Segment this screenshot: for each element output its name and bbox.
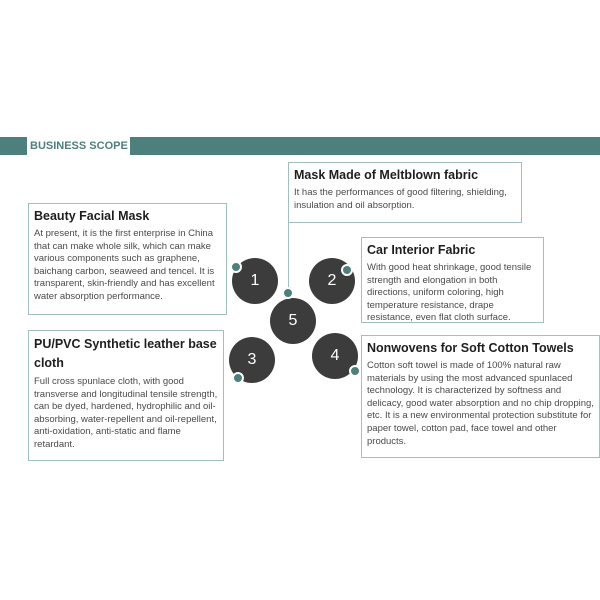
banner-right-bar <box>130 137 600 155</box>
card-title: PU/PVC Synthetic leather base cloth <box>34 337 217 370</box>
accent-dot-5 <box>282 287 294 299</box>
banner-left-bar <box>0 137 27 155</box>
connector-line <box>288 222 289 292</box>
card-title: Mask Made of Meltblown fabric <box>294 168 479 182</box>
circle-5: 5 <box>270 298 316 344</box>
circle-1: 1 <box>232 258 278 304</box>
card-title: Car Interior Fabric <box>367 243 476 257</box>
accent-dot-4 <box>349 365 361 377</box>
card-soft-cotton-towels <box>361 335 600 458</box>
card-car-interior-fabric <box>361 237 544 323</box>
card-beauty-facial-mask <box>28 203 227 315</box>
card-title: Nonwovens for Soft Cotton Towels <box>367 341 574 355</box>
circle-2: 2 <box>309 258 355 304</box>
card-pu-pvc-leather-base-cloth <box>28 330 224 461</box>
card-description: With good heat shrinkage, good tensile strength and elongation in both directions, uniform coloring, high temperature resistance, drape resistance, even flat cloth surface. <box>367 262 532 324</box>
circle-4: 4 <box>312 333 358 379</box>
card-description: Full cross spunlace cloth, with good transverse and longitudinal tensile strength, can be dyed, hardened, hydrophilic and oil-absorbing, water-repellent and oil-repellent, anti-oxidation, anti-static and flame retardant. <box>34 376 218 450</box>
card-description: At present, it is the first enterprise in China that can make whole silk, which can make various components such as graphene, baichang carbon, seaweed and tencel. It is transparent, skin-friendly and has excellent water absorption performance. <box>34 228 215 302</box>
card-description: It has the performances of good filtering, shielding, insulation and oil absorption. <box>294 187 507 211</box>
accent-dot-3 <box>232 372 244 384</box>
circle-3: 3 <box>229 337 275 383</box>
card-title: Beauty Facial Mask <box>34 209 150 223</box>
card-meltblown-mask <box>288 162 522 223</box>
accent-dot-1 <box>230 261 242 273</box>
card-description: Cotton soft towel is made of 100% natural raw materials by using the most advanced spunlaced technology. It is characterized by softness and delicacy, good water absorption and no chip dropping, etc. It is a new environmental protection substitute for paper towel, cotton pad, face towel and other products. <box>367 360 594 447</box>
section-title: BUSINESS SCOPE <box>27 137 129 155</box>
accent-dot-2 <box>341 264 353 276</box>
